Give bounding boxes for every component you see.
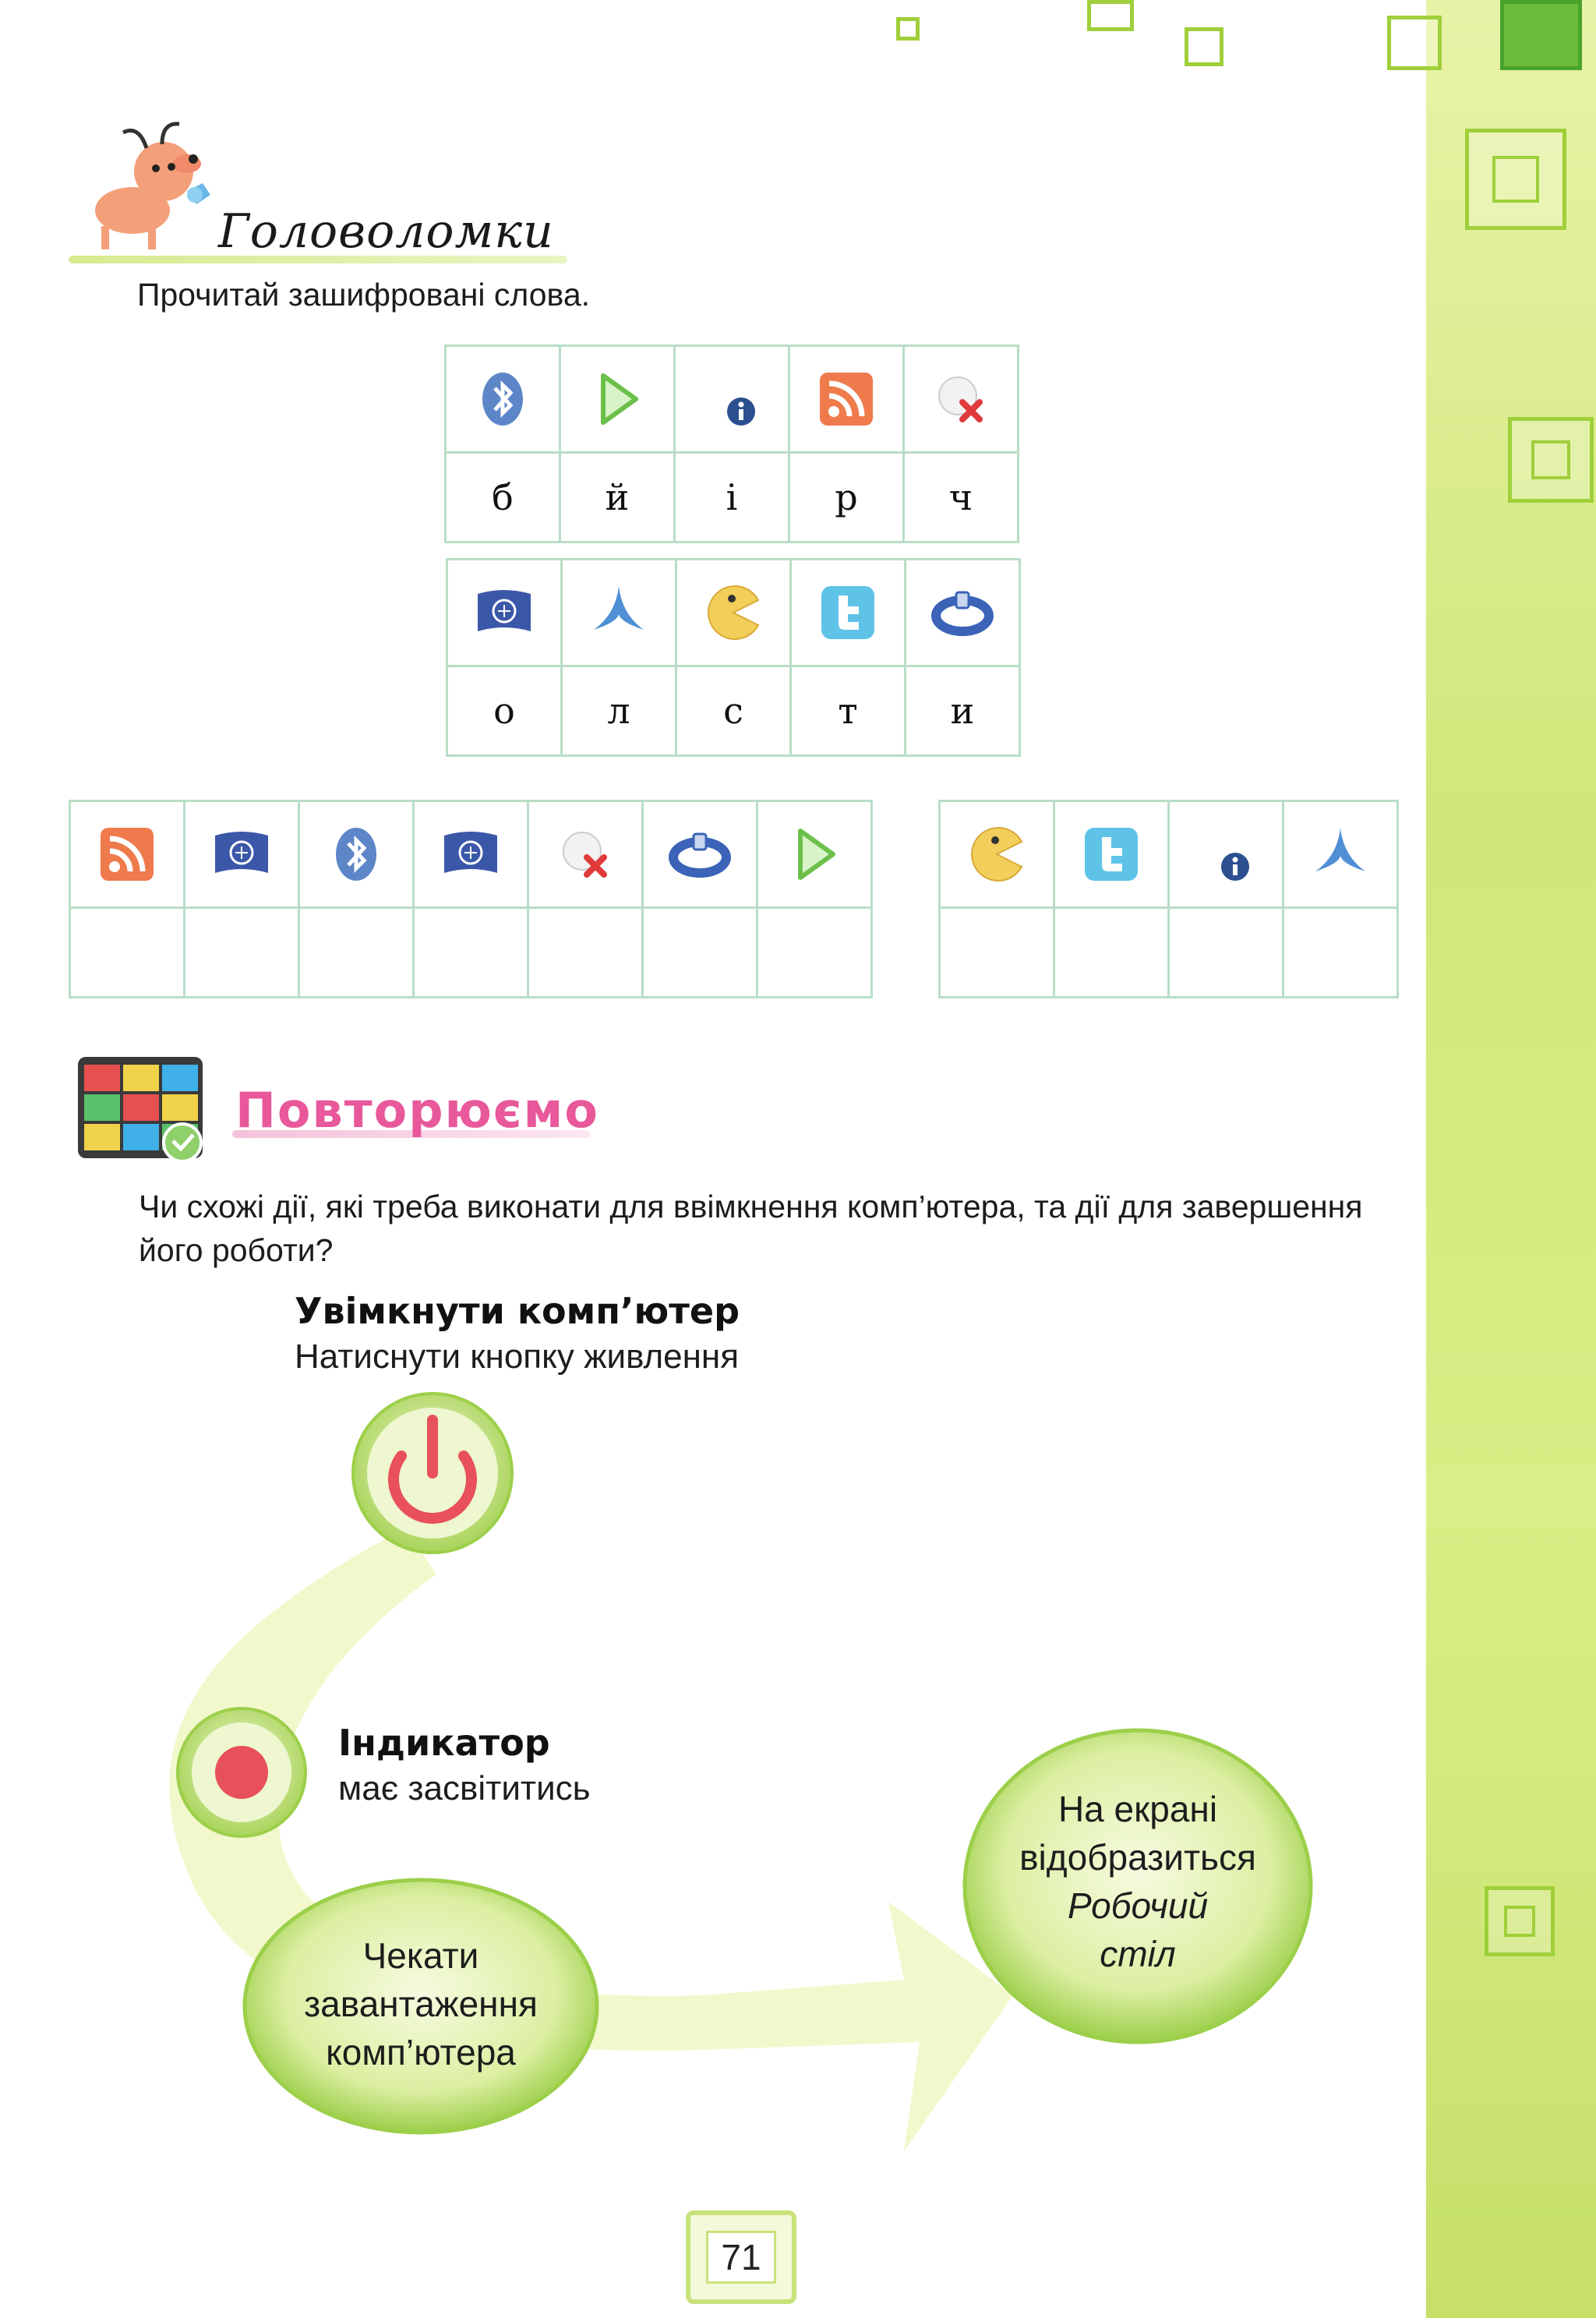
cipher-icon-cell bbox=[1054, 801, 1169, 908]
step-wait-label bbox=[257, 1931, 584, 2076]
flag-emblem-icon bbox=[471, 580, 537, 645]
step-indicator-subtitle: має засвітитись bbox=[338, 1769, 591, 1807]
cipher-letter-cell: ч bbox=[904, 453, 1019, 542]
step-wait-line-1: Чекати bbox=[362, 1935, 479, 1976]
startup-flow-diagram bbox=[0, 1278, 1426, 2182]
page-number: 71 bbox=[706, 2231, 775, 2284]
cipher-letter-cell: р bbox=[789, 453, 904, 542]
cipher-icon-cell bbox=[70, 801, 185, 908]
delete-x-icon bbox=[928, 366, 994, 432]
cipher-letter-cell: с bbox=[676, 666, 791, 756]
cipher-icon-cell bbox=[562, 560, 676, 666]
answer-blank-cell[interactable] bbox=[299, 908, 414, 998]
blade-swirl-icon bbox=[586, 580, 651, 645]
bluetooth-icon bbox=[323, 822, 389, 887]
cipher-icon-cell bbox=[789, 346, 904, 453]
decor-square bbox=[1508, 417, 1594, 503]
cipher-icon-cell bbox=[185, 801, 299, 908]
rss-icon bbox=[814, 366, 879, 432]
ring-icon bbox=[667, 822, 733, 887]
answer-blank-cell[interactable] bbox=[1284, 908, 1398, 998]
answer-blank-cell[interactable] bbox=[70, 908, 185, 998]
decor-square bbox=[1465, 129, 1566, 230]
step-desktop-line-2: відобразиться bbox=[1019, 1837, 1256, 1878]
twitter-icon bbox=[1079, 822, 1144, 887]
cipher-icon-cell bbox=[904, 346, 1019, 453]
encoded-word-2-table bbox=[938, 800, 1399, 998]
decor-square bbox=[1485, 1886, 1555, 1956]
decor-square bbox=[1500, 0, 1582, 70]
cipher-icon-cell bbox=[676, 560, 791, 666]
cipher-icon-cell bbox=[1284, 801, 1398, 908]
ring-icon bbox=[930, 580, 995, 645]
info-icon bbox=[1193, 822, 1259, 887]
page-number-frame bbox=[686, 2210, 796, 2304]
step-desktop-label bbox=[974, 1785, 1301, 1978]
cipher-icon-cell bbox=[299, 801, 414, 908]
cipher-letter-cell: т bbox=[791, 666, 906, 756]
cipher-letter-cell: л bbox=[562, 666, 676, 756]
cipher-icon-cell bbox=[414, 801, 528, 908]
twitter-icon bbox=[815, 580, 881, 645]
step-power-on-title: Увімкнути комп’ютер bbox=[295, 1290, 740, 1332]
cipher-icon-cell bbox=[446, 346, 560, 453]
step-desktop-line-3: Робочий bbox=[1067, 1885, 1209, 1926]
cipher-letter-cell: й bbox=[560, 453, 675, 542]
step-indicator-title: Індикатор bbox=[338, 1722, 550, 1764]
cipher-icon-cell bbox=[791, 560, 906, 666]
cipher-letter-cell: о bbox=[447, 666, 562, 756]
cipher-letter-cell: і bbox=[675, 453, 789, 542]
answer-blank-cell[interactable] bbox=[528, 908, 643, 998]
rubik-cube-icon bbox=[73, 1041, 214, 1166]
play-arrow-icon bbox=[782, 822, 847, 887]
rss-icon bbox=[94, 822, 160, 887]
repeat-question: Чи схожі дії, які треба виконати для ввімкнення комп’ютера, та дії для завершення його роботи? bbox=[139, 1189, 1363, 1268]
repeat-section-title: Повторюємо bbox=[235, 1082, 599, 1139]
cipher-icon-cell bbox=[528, 801, 643, 908]
step-desktop-line-4: стіл bbox=[1100, 1934, 1176, 1974]
cipher-icon-cell bbox=[447, 560, 562, 666]
bluetooth-icon bbox=[470, 366, 535, 432]
decor-square bbox=[896, 17, 920, 41]
step-wait-line-3: комп’ютера bbox=[326, 2032, 516, 2072]
cipher-icon-cell bbox=[560, 346, 675, 453]
play-arrow-icon bbox=[584, 366, 650, 432]
decor-square bbox=[1185, 27, 1223, 66]
pacman-icon bbox=[964, 822, 1029, 887]
puzzle-section-title: Головоломки bbox=[218, 204, 554, 259]
answer-blank-cell[interactable] bbox=[940, 908, 1054, 998]
answer-blank-cell[interactable] bbox=[1054, 908, 1169, 998]
decor-square bbox=[1387, 16, 1442, 70]
step-power-on bbox=[295, 1288, 740, 1380]
cipher-icon-cell bbox=[940, 801, 1054, 908]
cipher-letter-cell: б bbox=[446, 453, 560, 542]
cipher-icon-cell bbox=[906, 560, 1020, 666]
step-indicator bbox=[338, 1719, 591, 1811]
answer-blank-cell[interactable] bbox=[1169, 908, 1284, 998]
cipher-key-table-2 bbox=[446, 558, 1021, 757]
cipher-letter-cell: и bbox=[906, 666, 1020, 756]
flag-emblem-icon bbox=[209, 822, 274, 887]
step-wait-line-2: завантаження bbox=[304, 1984, 538, 2024]
pacman-icon bbox=[701, 580, 766, 645]
answer-blank-cell[interactable] bbox=[185, 908, 299, 998]
delete-x-icon bbox=[553, 822, 618, 887]
dog-mascot-icon bbox=[70, 117, 226, 257]
cipher-icon-cell bbox=[757, 801, 872, 908]
cipher-icon-cell bbox=[675, 346, 789, 453]
answer-blank-cell[interactable] bbox=[757, 908, 872, 998]
answer-blank-cell[interactable] bbox=[643, 908, 757, 998]
decor-square bbox=[1087, 0, 1134, 31]
encoded-word-1-table bbox=[69, 800, 873, 998]
step-desktop-line-1: На екрані bbox=[1058, 1789, 1218, 1829]
puzzle-instruction: Прочитай зашифровані слова. bbox=[137, 277, 591, 313]
flag-emblem-icon bbox=[438, 822, 503, 887]
cipher-icon-cell bbox=[643, 801, 757, 908]
answer-blank-cell[interactable] bbox=[414, 908, 528, 998]
decorative-side-strip bbox=[1426, 0, 1596, 2318]
step-power-on-subtitle: Натиснути кнопку живлення bbox=[295, 1337, 740, 1376]
cipher-key-table-1 bbox=[444, 345, 1019, 543]
cipher-icon-cell bbox=[1169, 801, 1284, 908]
info-icon bbox=[699, 366, 764, 432]
blade-swirl-icon bbox=[1308, 822, 1373, 887]
